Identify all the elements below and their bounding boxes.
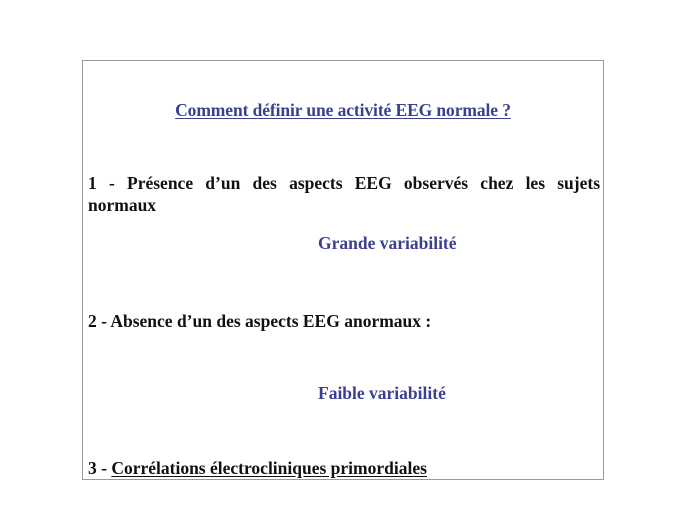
slide-frame — [82, 60, 604, 480]
note-high-variability: Grande variabilité — [318, 233, 457, 253]
point-3 — [88, 457, 600, 479]
point-3-prefix: 3 - — [88, 458, 112, 478]
point-1 — [88, 172, 600, 216]
note-low-variability: Faible variabilité — [318, 383, 446, 403]
point-1-line-1: 1 - Présence d’un des aspects EEG observés chez les sujets — [88, 173, 600, 193]
point-3-underlined: Corrélations électrocliniques primordiales — [111, 458, 427, 478]
point-1-line-2: normaux — [88, 195, 157, 215]
point-2: 2 - Absence d’un des aspects EEG anormaux : — [88, 311, 432, 331]
slide-title: Comment définir une activité EEG normale ? — [175, 100, 511, 120]
